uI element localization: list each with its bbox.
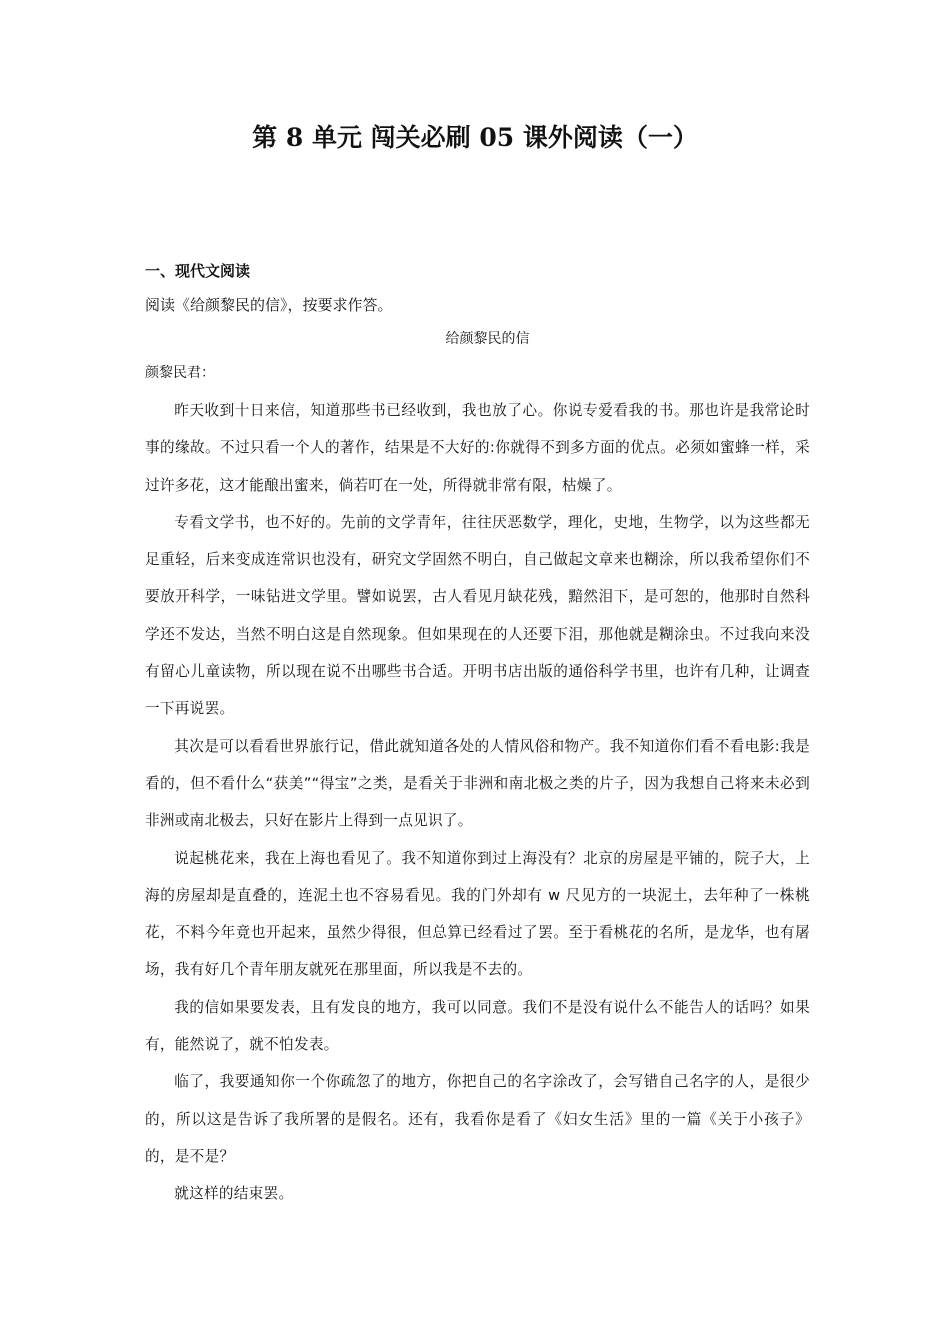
letter-paragraph: 专看文学书，也不好的。先前的文学青年，往往厌恶数学，理化，史地，生物学，以为这些都无足重轻，后来变成连常识也没有，研究文学固然不明白，自己做起文章来也糊涂，所以我希望你们不要放开科学，一味钻进文学里。譬如说罢，古人看见月缺花残，黯然泪下，是可恕的，他那时自然科学还不发达，当然不明白这是自然现象。但如果现在的人还要下泪，那他就是糊涂虫。不过我向来没有留心儿童读物，所以现在说不出哪些书合适。开明书店出版的通俗科学书里，也许有几种，让调查一下再说罢。 (145, 513, 810, 718)
letter-paragraph: 我的信如果要发表，且有发良的地方，我可以同意。我们不是没有说什么不能告人的话吗？如果有，能然说了，就不怕发表。 (145, 998, 810, 1054)
document-body (145, 256, 810, 1213)
letter-title: 给颜黎民的信 (445, 331, 530, 347)
section-heading: 一、现代文阅读 (145, 262, 251, 280)
letter-salutation: 颜黎民君： (145, 365, 215, 381)
letter-paragraph: 临了，我要通知你一个你疏忽了的地方，你把自己的名字涂改了，会写错自己名字的人，是很少的，所以这是告诉了我所署的是假名。还有，我看你是看了《妇女生活》里的一篇《关于小孩子》的，是不是？ (145, 1073, 810, 1165)
page-title: 第 8 单元 闯关必刷 05 课外阅读（一） (252, 123, 698, 152)
letter-paragraph: 其次是可以看看世界旅行记，借此就知道各处的人情风俗和物产。我不知道你们看不看电影:我是看的，但不看什么“获美”“得宝”之类，是看关于非洲和南北极之类的片子，因为我想自己将来未必到非洲或南北极去，只好在影片上得到一点见识了。 (145, 737, 810, 830)
reading-instruction: 阅读《给颜黎民的信》，按要求作答。 (145, 296, 393, 314)
letter-paragraph: 说起桃花来，我在上海也看见了。我不知道你到过上海没有？北京的房屋是平铺的，院子大，上海的房屋却是直叠的，连泥土也不容易看见。我的门外却有 w 尺见方的一块泥土，去年种了一株桃花，不料今年竟也开起来，虽然少得很，但总算已经看过了罢。至于看桃花的名所，是龙华，也有屠场，我有好几个青年朋友就死在那里面，所以我是不去的。 (145, 849, 810, 979)
letter-paragraph: 昨天收到十日来信，知道那些书已经收到，我也放了心。你说专爱看我的书。那也许是我常论时事的缘故。不过只看一个人的著作，结果是不大好的:你就得不到多方面的优点。必须如蜜蜂一样，采过许多花，这才能酿出蜜来，倘若叮在一处，所得就非常有限，枯燥了。 (145, 402, 810, 494)
letter-paragraph: 就这样的结束罢。 (174, 1185, 294, 1203)
